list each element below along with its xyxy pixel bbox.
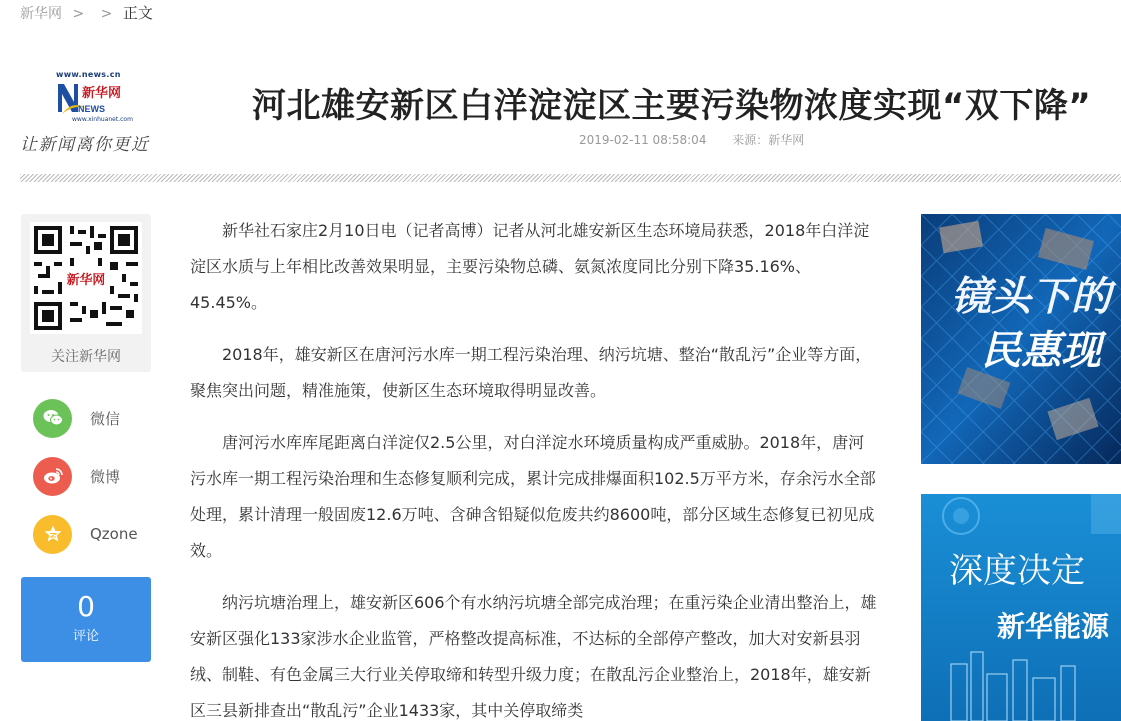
logo-url-bottom: www.xinhuanet.com [72, 116, 133, 123]
weibo-icon [33, 457, 72, 496]
qr-follow-box [21, 214, 151, 372]
promo-2-line2: 新华能源 [997, 610, 1110, 643]
logo-brand-text: 新华网 [82, 86, 122, 101]
breadcrumb-separator: > [72, 6, 85, 22]
logo-news-text: NEWS [78, 104, 105, 114]
article-paragraph: 纳污坑塘治理上，雄安新区606个有水纳污坑塘全部完成治理；在重污染企业清出整治上，雄安新区强化133家涉水企业监管，严格整改提高标准，不达标的全部停产整改，加大对安新县羽绒、制鞋、有色金属三大行业关停取缔和转型升级力度；在散乱污企业整治上，2018年，雄安新区三县新排查出“散乱污”企业1433家，其中关停取缔类 [190, 593, 877, 720]
breadcrumb-current: 正文 [122, 4, 153, 22]
share-qzone-button[interactable] [33, 514, 153, 554]
share-wechat-button[interactable] [33, 398, 153, 438]
xinhua-news-logo-mark [56, 80, 146, 114]
qzone-star-icon [33, 515, 72, 554]
article-paragraph: 新华社石家庄2月10日电（记者高博）记者从河北雄安新区生态环境局获悉，2018年白洋淀淀区水质与上年相比改善效果明显，主要污染物总磷、氨氮浓度同比分别下降35.16%、45.45%。 [190, 221, 870, 312]
article-meta [579, 131, 804, 148]
breadcrumb [20, 2, 153, 23]
promo-banner-1-image [921, 214, 1121, 464]
header-divider [20, 174, 1121, 182]
promo-banner-2-image [921, 494, 1121, 721]
share-weibo-label: 微博 [90, 467, 121, 486]
logo-slogan: 让新闻离你更近 [20, 135, 150, 155]
comments-button[interactable] [21, 577, 151, 662]
article-datetime: 2019-02-11 08:58:04 [579, 133, 707, 147]
article-paragraph: 唐河污水库库尾距离白洋淀仅2.5公里，对白洋淀水环境质量构成严重威胁。2018年，唐河污水库一期工程污染治理和生态修复顺利完成，累计完成排爆面积102.5万平方米，存余污水全部处理，累计清理一般固废12.6万吨、含砷含铅疑似危废共约8600吨，部分区域生态修复已初见成效。 [190, 433, 876, 560]
article-title: 河北雄安新区白洋淀淀区主要污染物浓度实现“双下降” [252, 86, 1092, 126]
wechat-icon [33, 399, 72, 438]
article-source: 来源：新华网 [732, 133, 805, 147]
promo-2-line1: 深度决定 [949, 551, 1085, 591]
promo-1-line2: 民惠现 [981, 327, 1101, 374]
site-logo[interactable] [20, 70, 155, 158]
comment-count: 0 [77, 590, 95, 623]
promo-1-line1: 镜头下的 [951, 273, 1111, 320]
promo-banner-2[interactable] [921, 494, 1121, 721]
share-weibo-button[interactable] [33, 456, 153, 496]
promo-banner-1[interactable] [921, 214, 1121, 464]
share-qzone-label: Qzone [90, 525, 138, 543]
article-paragraph: 2018年，雄安新区在唐河污水库一期工程污染治理、纳污坑塘、整治“散乱污”企业等方面，聚焦突出问题，精准施策，使新区生态环境取得明显改善。 [190, 345, 872, 400]
logo-url-top: www.news.cn [56, 70, 121, 79]
comment-label: 评论 [72, 629, 99, 644]
qr-code-icon [30, 222, 142, 334]
qr-brand-text: 新华网 [66, 273, 106, 288]
article-body [190, 213, 878, 721]
breadcrumb-home-link[interactable]: 新华网 [20, 6, 62, 22]
share-wechat-label: 微信 [90, 409, 121, 428]
breadcrumb-separator: > [100, 6, 113, 22]
qr-follow-label: 关注新华网 [51, 349, 121, 365]
